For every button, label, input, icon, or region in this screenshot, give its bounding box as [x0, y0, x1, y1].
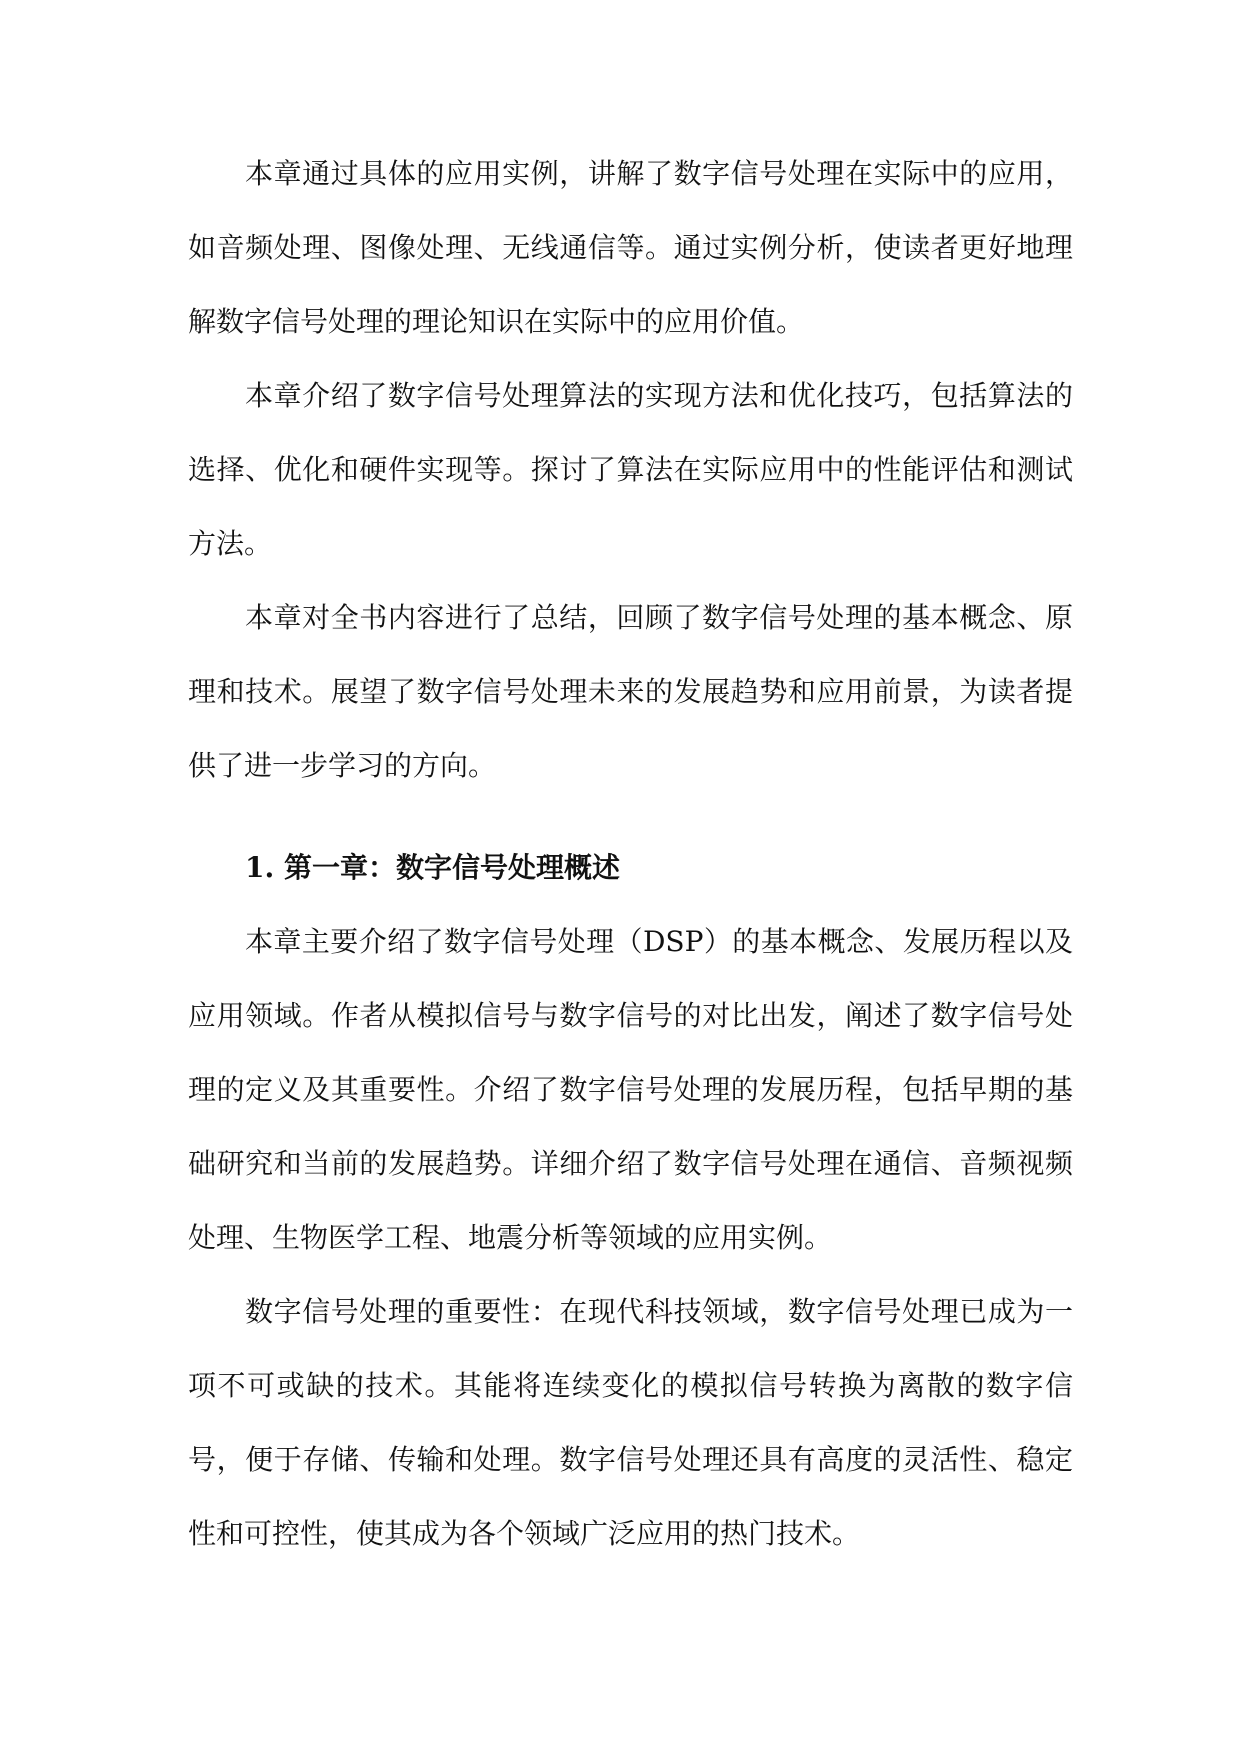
- paragraph-algorithm-implementation: 本章介绍了数字信号处理算法的实现方法和优化技巧，包括算法的选择、优化和硬件实现等。探讨了算法在实际应用中的性能评估和测试方法。: [188, 379, 1073, 560]
- document-body: [188, 137, 1073, 1571]
- paragraph-dsp-overview: 本章主要介绍了数字信号处理（DSP）的基本概念、发展历程以及应用领域。作者从模拟信号与数字信号的对比出发，阐述了数字信号处理的定义及其重要性。介绍了数字信号处理的发展历程，包括早期的基础研究和当前的发展趋势。详细介绍了数字信号处理在通信、音频视频处理、生物医学工程、地震分析等领域的应用实例。: [188, 925, 1073, 1254]
- paragraph-dsp-importance: 数字信号处理的重要性：在现代科技领域，数字信号处理已成为一项不可或缺的技术。其能将连续变化的模拟信号转换为离散的数字信号，便于存储、传输和处理。数字信号处理还具有高度的灵活性、稳定性和可控性，使其成为各个领域广泛应用的热门技术。: [188, 1295, 1073, 1550]
- paragraph-book-summary: 本章对全书内容进行了总结，回顾了数字信号处理的基本概念、原理和技术。展望了数字信号处理未来的发展趋势和应用前景，为读者提供了进一步学习的方向。: [188, 601, 1073, 782]
- paragraph-application-examples: 本章通过具体的应用实例，讲解了数字信号处理在实际中的应用，如音频处理、图像处理、无线通信等。通过实例分析，使读者更好地理解数字信号处理的理论知识在实际中的应用价值。: [188, 157, 1073, 338]
- section-heading: 1. 第一章：数字信号处理概述: [245, 851, 620, 884]
